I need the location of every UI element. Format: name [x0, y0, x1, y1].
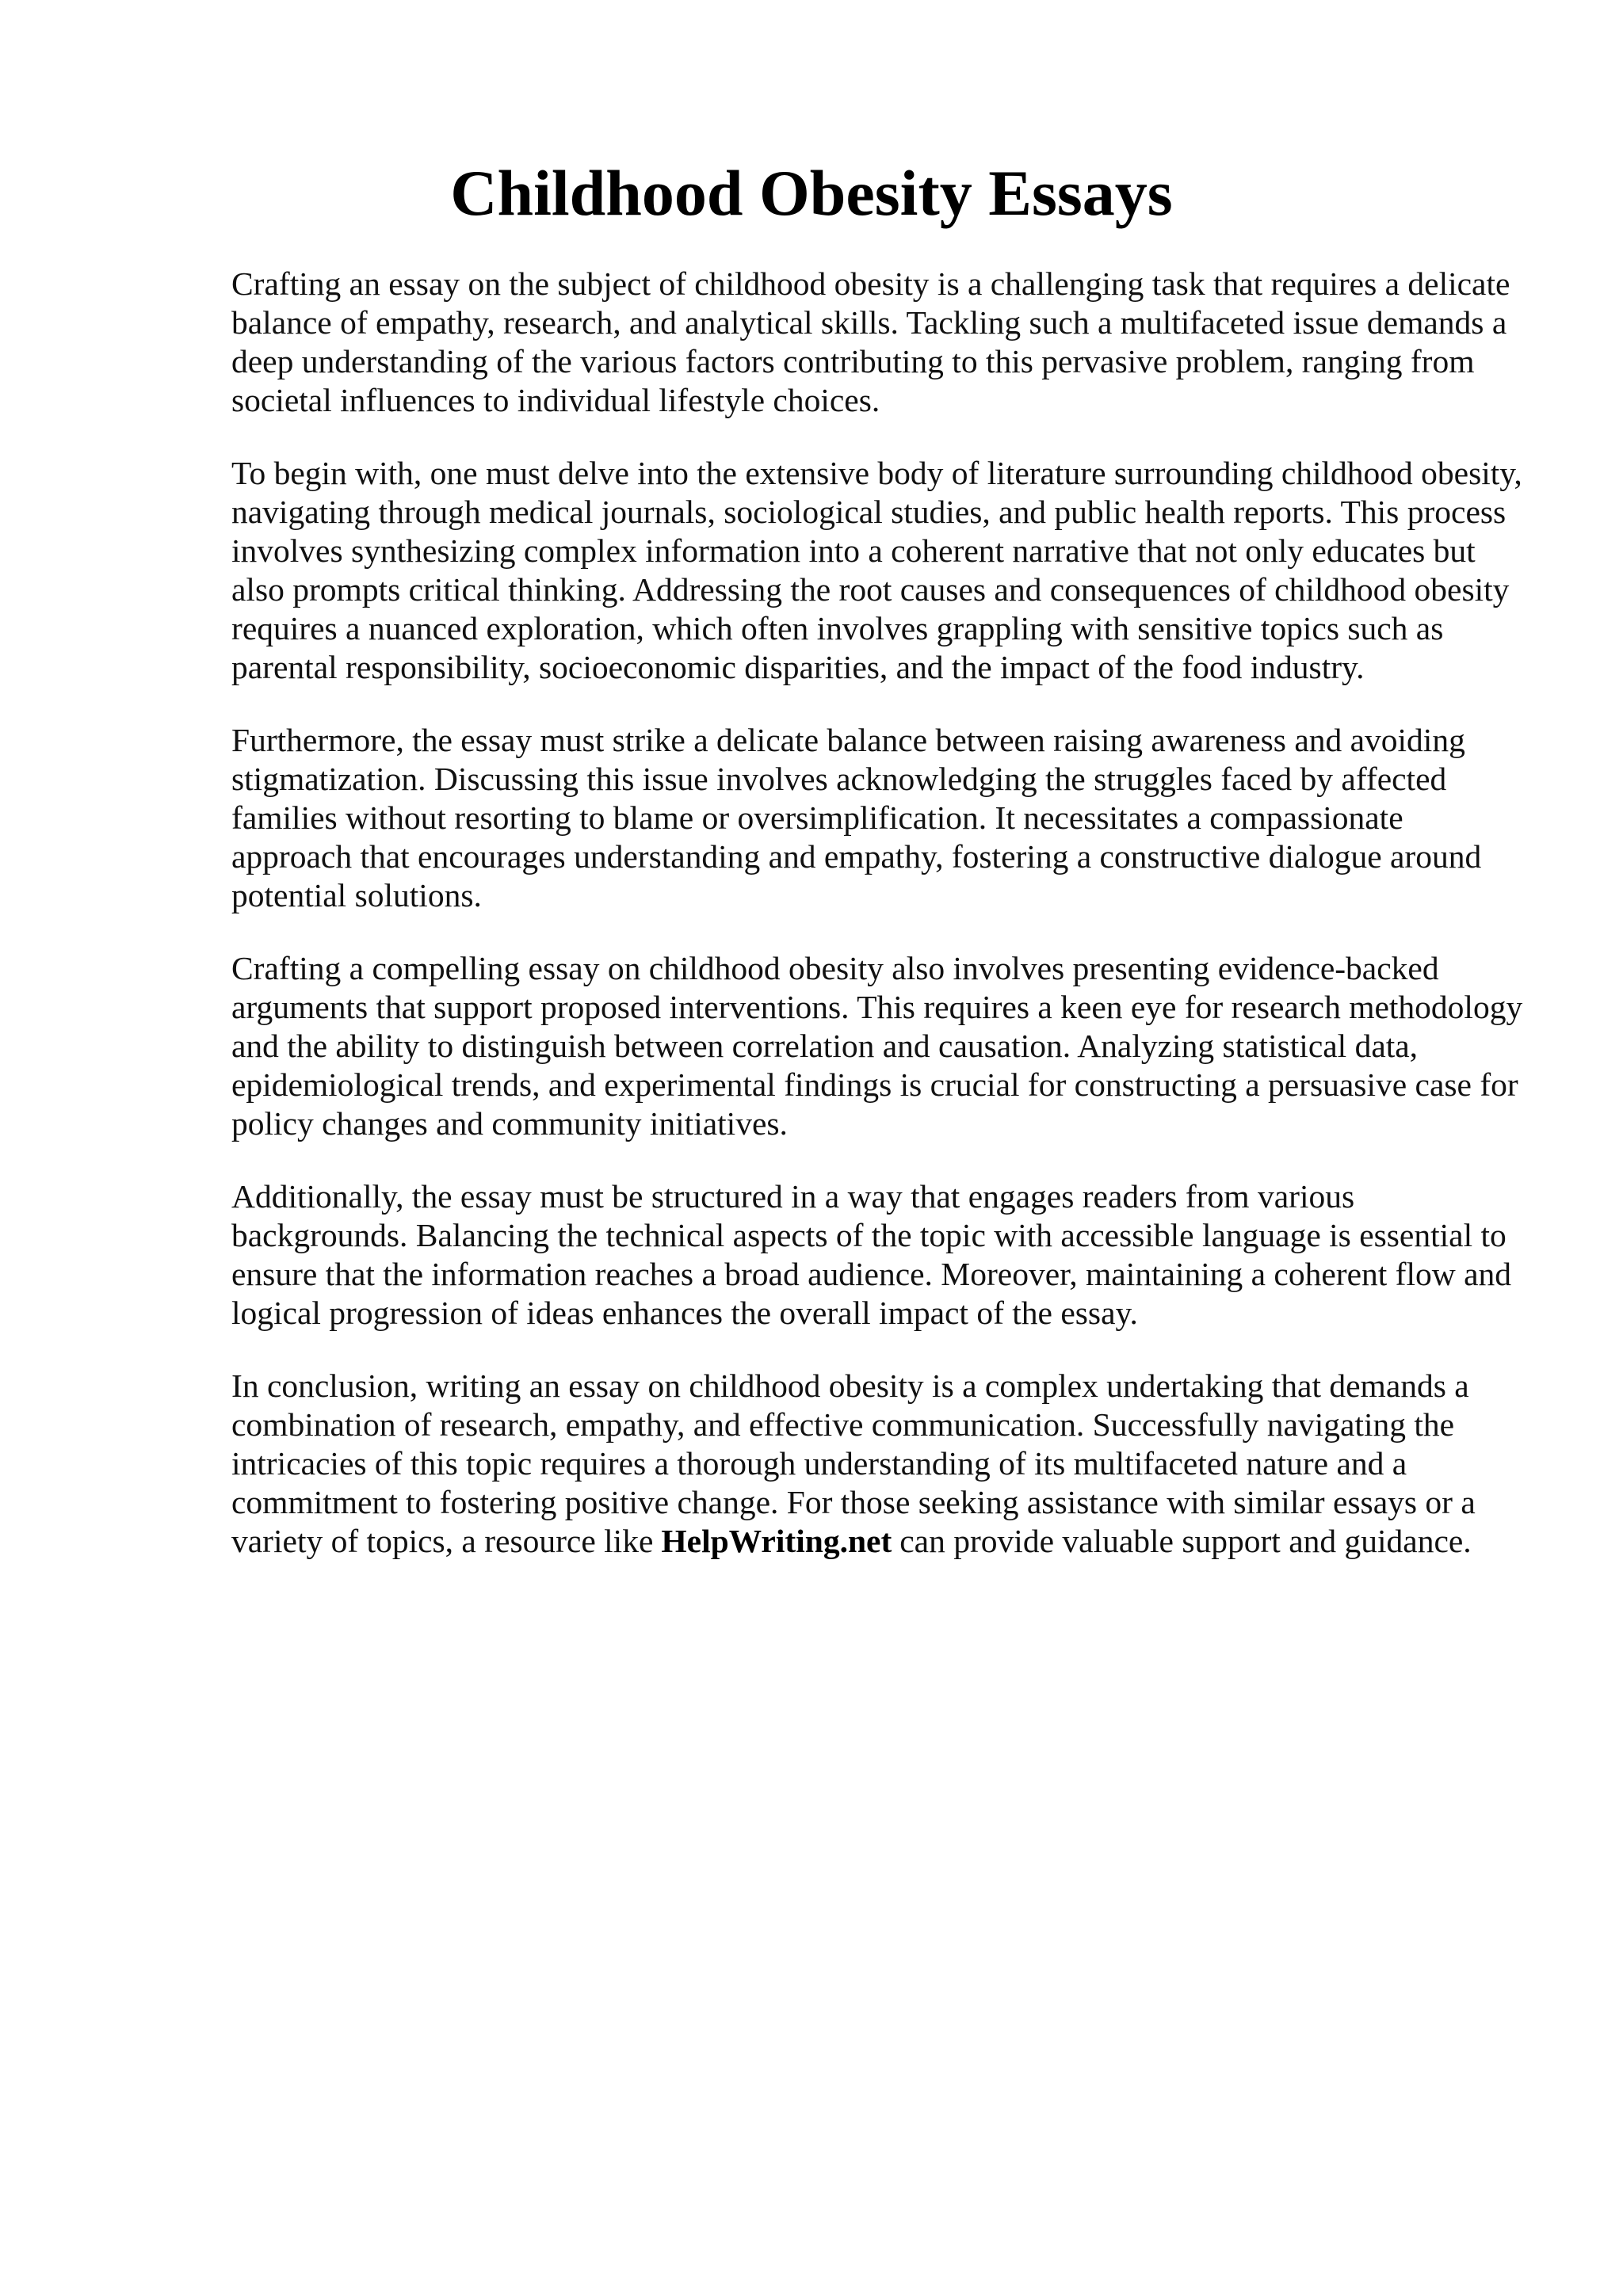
- paragraph-conclusion: [231, 1367, 1531, 1561]
- document-body: [231, 265, 1531, 1595]
- paragraph-stigmatization: Furthermore, the essay must strike a delicate balance between raising awareness and avoiding stigmatization. Discussing this issue involves acknowledging the struggles faced by affected families without resorting to blame or oversimplification. It necessitates a compassionate approach that encourages understanding and empathy, fostering a constructive dialogue around potential solutions.: [231, 722, 1482, 913]
- paragraph-intro: Crafting an essay on the subject of childhood obesity is a challenging task that requires a delicate balance of empathy, research, and analytical skills. Tackling such a multifaceted issue demands a deep understanding of the various factors contributing to this pervasive problem, ranging from societal influences to individual lifestyle choices.: [231, 265, 1510, 418]
- brand-name: HelpWriting.net: [661, 1523, 892, 1559]
- conclusion-tail: can provide valuable support and guidance.: [899, 1523, 1472, 1559]
- conclusion-text: In conclusion, writing an essay on childhood obesity is a complex undertaking that demands a combination of research, empathy, and effective communication. Successfully navigating the intricacies of this topic requires a thorough understanding of its multifaceted nature and a commitment to fostering positive change. For those seeking assistance with similar essays or a variety of topics, a resource like: [231, 1367, 1476, 1559]
- paragraph-literature: To begin with, one must delve into the extensive body of literature surrounding childhood obesity, navigating through medical journals, sociological studies, and public health reports. This process involves synthesizing complex information into a coherent narrative that not only educates but also prompts critical thinking. Addressing the root causes and consequences of childhood obesity requires a nuanced exploration, which often involves grappling with sensitive topics such as parental responsibility, socioeconomic disparities, and the impact of the food industry.: [231, 455, 1522, 685]
- paragraph-evidence: Crafting a compelling essay on childhood obesity also involves presenting evidence-backed arguments that support proposed interventions. This requires a keen eye for research methodology and the ability to distinguish between correlation and causation. Analyzing statistical data, epidemiological trends, and experimental findings is crucial for constructing a persuasive case for policy changes and community initiatives.: [231, 950, 1523, 1142]
- document-title: Childhood Obesity Essays: [450, 157, 1173, 229]
- paragraph-structure: Additionally, the essay must be structured in a way that engages readers from various backgrounds. Balancing the technical aspects of the topic with accessible language is essential to ensure that the information reaches a broad audience. Moreover, maintaining a coherent flow and logical progression of ideas enhances the overall impact of the essay.: [231, 1178, 1512, 1331]
